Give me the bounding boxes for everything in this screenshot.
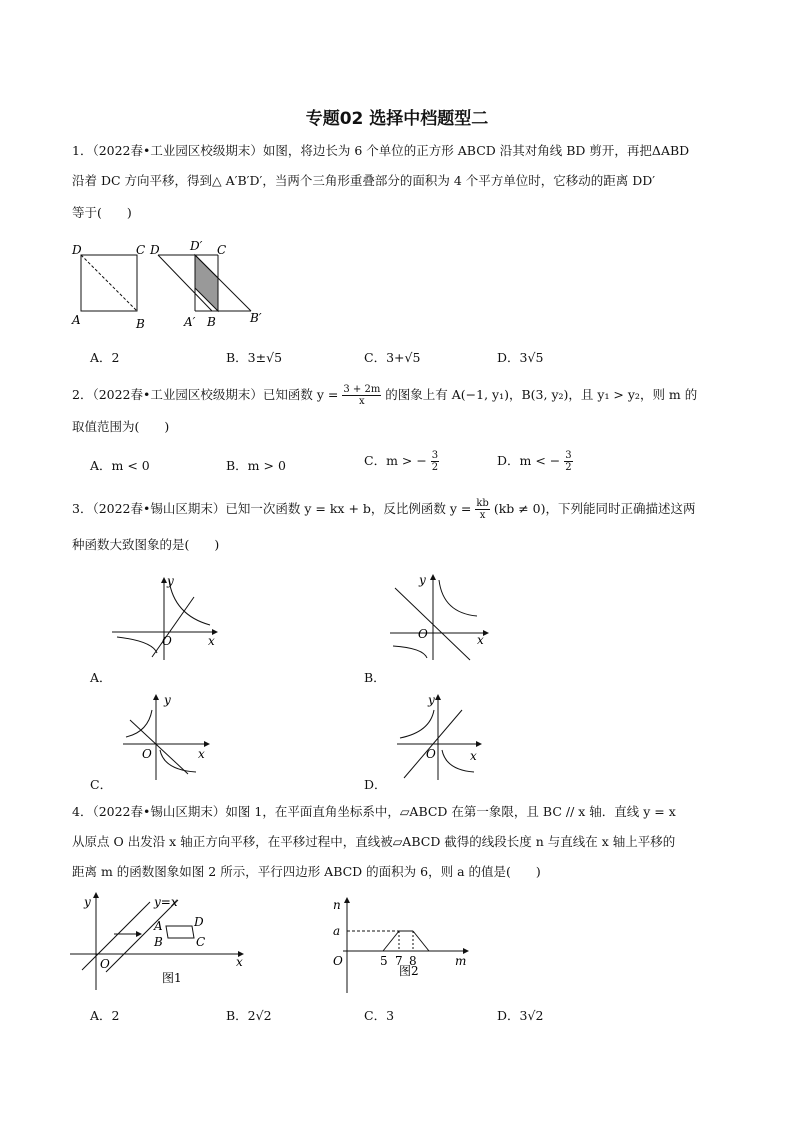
q2-option-b[interactable]: B．m > 0 xyxy=(226,458,286,473)
q3-text-a: 3．（2022春•锡山区期末）已知一次函数 y = kx + b，反比例函数 y = xyxy=(72,501,472,516)
q3-a-y: y xyxy=(167,574,174,588)
q3-b-origin: O xyxy=(418,627,428,641)
q2-frac-num: 3 + 2m xyxy=(343,384,381,395)
q3-c-y: y xyxy=(164,693,171,707)
q4-f1-caption: 图1 xyxy=(162,971,182,985)
q2-line1 xyxy=(72,384,697,407)
q3-graph-a xyxy=(112,575,222,660)
q3-a-x: x xyxy=(208,634,215,648)
q1-label-A: A xyxy=(72,313,81,327)
q4-f2-y: n xyxy=(333,898,341,912)
q2-option-c-text: C．m > − xyxy=(364,453,427,468)
q3-graph-c xyxy=(118,692,218,782)
q2-text-b: 的图象上有 A(−1, y₁)，B(3, y₂)，且 y₁ > y₂，则 m 的 xyxy=(385,387,698,402)
q4-f1-x: x xyxy=(236,955,243,969)
q4-f1-y: y xyxy=(84,895,91,909)
q1-line3: 等于( ) xyxy=(72,205,132,220)
q4-f1-label-C: C xyxy=(196,935,206,949)
q3-a-origin: O xyxy=(162,634,172,648)
q2-fraction xyxy=(342,384,381,407)
q3-d-x: x xyxy=(470,749,477,763)
q3-c-origin: O xyxy=(142,747,152,761)
q3-fraction xyxy=(475,498,489,521)
q2-option-d-text: D．m < − xyxy=(497,453,561,468)
q4-option-a[interactable]: A．2 xyxy=(90,1008,120,1023)
q4-f1-origin: O xyxy=(100,957,110,971)
q1-line1: 1．（2022春•工业园区校级期末）如图，将边长为 6 个单位的正方形 ABCD 沿其对角线 BD 剪开，再把ΔABD xyxy=(72,143,690,158)
q1-label-D: D xyxy=(72,243,82,257)
q3-line2: 种函数大致图象的是( ) xyxy=(72,537,220,552)
q3-option-b[interactable]: B． xyxy=(364,670,386,685)
q1-option-d[interactable]: D．3√5 xyxy=(497,350,544,365)
q1-label-C: C xyxy=(136,243,146,257)
q1-label-Dprime: D′ xyxy=(190,239,203,253)
q1-option-c[interactable]: C．3+√5 xyxy=(364,350,421,365)
q4-f1-label-D: D xyxy=(194,915,204,929)
q1-label-Bprime: B′ xyxy=(250,311,262,325)
q2-option-a[interactable]: A．m < 0 xyxy=(90,458,150,473)
q3-b-x: x xyxy=(477,633,484,647)
q2-option-c-frac xyxy=(431,450,439,473)
q3-d-y: y xyxy=(428,693,435,707)
q2-option-d-num: 3 xyxy=(565,450,572,461)
q3-option-a[interactable]: A． xyxy=(90,670,112,685)
q1-figure-translated xyxy=(150,238,275,333)
q4-f1-label-A: A xyxy=(154,919,163,933)
q4-line3: 距离 m 的函数图象如图 2 所示，平行四边形 ABCD 的面积为 6，则 a 的值是( ) xyxy=(72,864,541,879)
q1-option-a[interactable]: A．2 xyxy=(90,350,120,365)
q4-option-c[interactable]: C．3 xyxy=(364,1008,395,1023)
q2-option-d[interactable] xyxy=(497,450,573,473)
q3-line1 xyxy=(72,498,696,521)
q3-text-b: (kb ≠ 0)，下列能同时正确描述这两 xyxy=(493,501,696,516)
q2-text-a: 2．（2022春•工业园区校级期末）已知函数 y = xyxy=(72,387,339,402)
q4-f2-tick-7: 7 xyxy=(395,954,403,968)
q2-option-c-num: 3 xyxy=(431,450,439,461)
q4-line1: 4．（2022春•锡山区期末）如图 1，在平面直角坐标系中，▱ABCD 在第一象限，且 BC // x 轴．直线 y = x xyxy=(72,804,676,819)
q4-f2-tick-5: 5 xyxy=(380,954,388,968)
q4-f2-level: a xyxy=(333,924,341,938)
q2-line2: 取值范围为( ) xyxy=(72,419,170,434)
q2-option-d-frac xyxy=(564,450,572,473)
page-title: 专题02 选择中档题型二 xyxy=(305,109,489,129)
q3-c-x: x xyxy=(198,747,205,761)
q1-figure-square xyxy=(70,238,150,333)
q4-f2-tick-8: 8 xyxy=(409,954,417,968)
q4-f1-line-label: y=x xyxy=(154,895,178,909)
q1-label-D2: D xyxy=(150,243,160,257)
q1-label-C2: C xyxy=(217,243,227,257)
q4-f2-origin: O xyxy=(333,954,343,968)
q3-option-c[interactable]: C． xyxy=(90,777,113,792)
q3-d-origin: O xyxy=(426,747,436,761)
q4-line2: 从原点 O 出发沿 x 轴正方向平移，在平移过程中，直线被▱ABCD 截得的线段长度 n 与直线在 x 轴上平移的 xyxy=(72,834,676,849)
q2-option-c-den: 2 xyxy=(431,462,439,473)
q2-frac-den: x xyxy=(359,396,365,407)
q1-label-B: B xyxy=(136,317,145,331)
q3-b-y: y xyxy=(419,573,426,587)
q4-f2-x: m xyxy=(455,954,467,968)
q4-f2-caption: 图2 xyxy=(399,964,419,978)
q3-graph-b xyxy=(385,568,495,663)
q3-graph-d xyxy=(392,692,492,782)
q4-figure-2 xyxy=(325,893,475,993)
q2-option-c[interactable] xyxy=(364,450,439,473)
q4-option-d[interactable]: D．3√2 xyxy=(497,1008,544,1023)
q4-option-b[interactable]: B．2√2 xyxy=(226,1008,272,1023)
q4-figure-1 xyxy=(70,890,260,990)
q1-line2: 沿着 DC 方向平移，得到△ A′B′D′，当两个三角形重叠部分的面积为 4 个平方单位时，它移动的距离 DD′ xyxy=(72,173,656,188)
q3-frac-den: x xyxy=(479,510,486,521)
q1-option-b[interactable]: B．3±√5 xyxy=(226,350,283,365)
q2-option-d-den: 2 xyxy=(565,462,572,473)
q3-frac-num: kb xyxy=(476,498,489,509)
q4-f1-label-B: B xyxy=(154,935,163,949)
q1-label-Aprime: A′ xyxy=(184,315,196,329)
q3-option-d[interactable]: D． xyxy=(364,777,387,792)
q1-label-B2: B xyxy=(207,315,216,329)
